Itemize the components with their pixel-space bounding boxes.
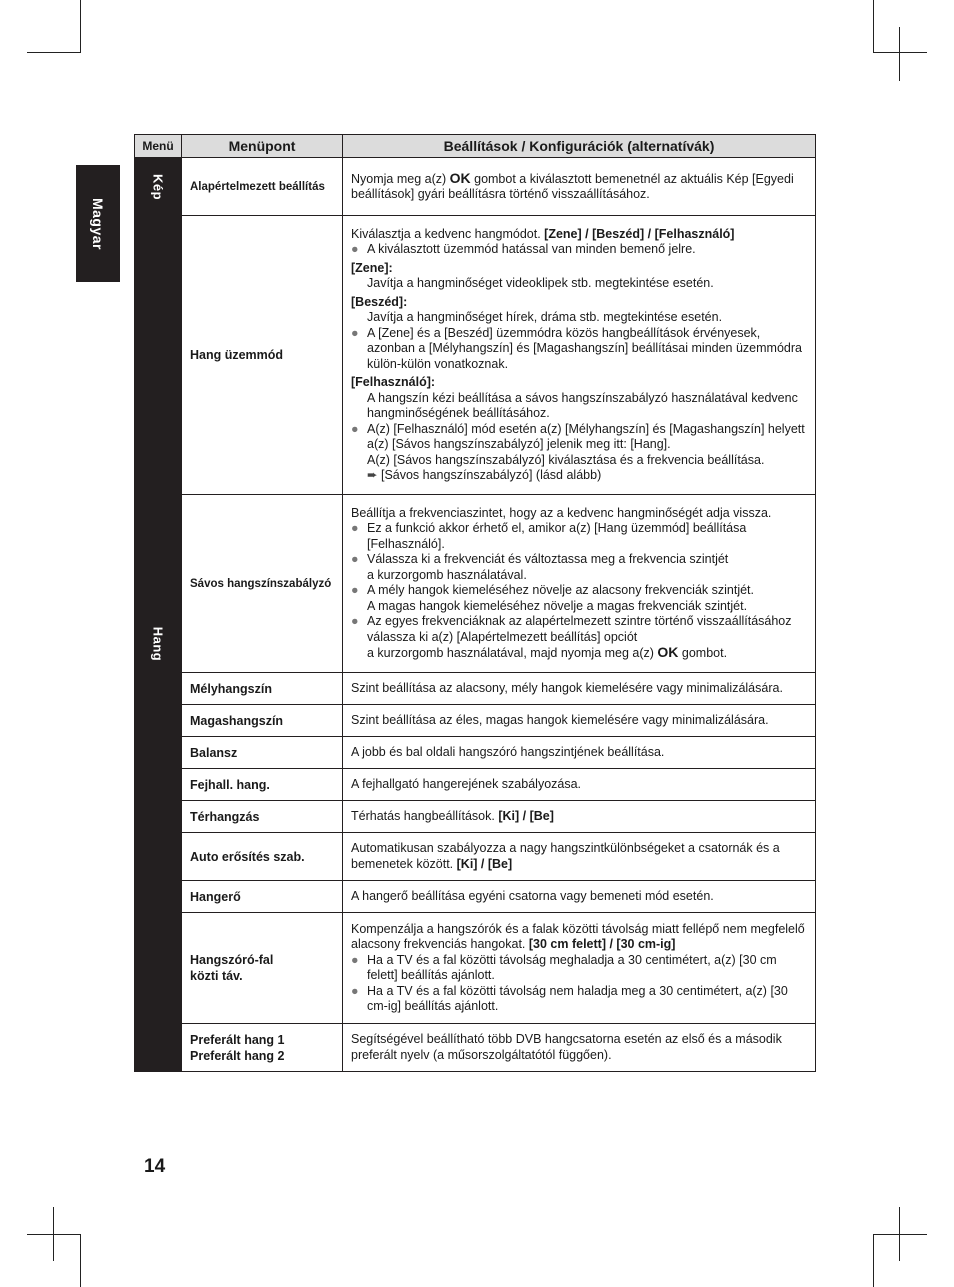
crop-mark [873,0,874,52]
bullet-icon: ● [351,552,359,566]
desc-savos: Beállítja a frekvenciaszintet, hogy az a kedvenc hangminőségét adja vissza. ● Ez a funkció akkor érhető el, amikor a(z) [Hang üzemmód] beállítása [Felhasználó]. ● Válassza ki a frekvenciát és változtassa meg a frekvencia szintjét a kurzorgomb használatával. ● A mély hangok kiemeléséhez növelje az alacsony frekvenciák szintjét. A magas hangok kiemeléséhez növelje a magas frekvenciák szintjét. ● Az egyes frekvenciáknak az alapértelmezett szintre történő visszaállításához válassza ki a(z) [Alapértelmezett beállítás] opciót a kurzorgomb használatával, majd nyomja meg a(z) OK gombot. [343,495,816,673]
item-hangero: Hangerő [182,881,343,913]
crop-mark [873,1234,874,1287]
item-magashangszin: Magashangszín [182,705,343,737]
menu-group-hang [135,216,182,1072]
item-alapertelmezett: Alapértelmezett beállítás [182,158,343,216]
table-row [135,913,816,1024]
language-label: Magyar [90,197,106,250]
bullet-icon: ● [351,242,359,256]
crop-mark [80,1234,81,1287]
bullet-icon: ● [351,952,359,967]
table-row [135,158,816,216]
crop-mark [80,0,81,52]
desc-melyhangszin: Szint beállítása az alacsony, mély hangok kiemelésére vagy minimalizálására. [343,673,816,705]
table-row [135,881,816,913]
table-row [135,769,816,801]
item-balansz: Balansz [182,737,343,769]
table-row [135,673,816,705]
desc-auto-erosites: Automatikusan szabályozza a nagy hangszintkülönbségeket a csatornák és a bemenetek között. [Ki] / [Be] [343,833,816,881]
desc-hangero: A hangerő beállítása egyéni csatorna vagy bemeneti mód esetén. [343,881,816,913]
crop-mark [27,52,81,53]
ok-button-glyph: OK [657,644,679,660]
menu-group-label: Kép [150,173,166,200]
crop-mark [27,1234,81,1235]
table-row [135,216,816,495]
ok-button-glyph: OK [449,169,471,186]
item-savos: Sávos hangszínszabályzó [182,495,343,673]
crop-mark [53,1207,54,1261]
desc-hangszoro-fal: Kompenzálja a hangszórók és a falak közötti távolság miatt fellépő nem megfelelő alacsony frekvenciás hangokat. [30 cm felett] / [30 cm-ig] ● Ha a TV és a fal közötti távolság meghaladja a 30 centimétert, a(z) [30 cm felett] beállítás ajánlott. ● Ha a TV és a fal közötti távolság nem haladja meg a 30 centimétert, a(z) [30 cm-ig] beállítás ajánlott. [343,913,816,1024]
menu-group-label: Hang [150,626,166,661]
header-menu: Menü [135,135,182,158]
desc-hang-uzemmod: Kiválasztja a kedvenc hangmódot. [Zene] / [Beszéd] / [Felhasználó] ● A kiválasztott üzemmód hatással van minden bemenő jelre. [Zene]: Javítja a hangminőséget videoklipek stb. megtekintése esetén. [Beszéd]: Javítja a hangminőséget hírek, dráma stb. megtekintése esetén. ● A [Zene] és a [Beszéd] üzemmódra közös hangbeállítások érvényesek, azonban a [Mélyhangszín] és [Magashangszín] beállításai minden üzemmódra külön-külön vonatkoznak. [Felhasználó]: A hangszín kézi beállítása a sávos hangszínszabályzó használatával kedvenc hangminőségének beállításához. ● A(z) [Felhasználó] mód esetén a(z) [Mélyhangszín] és [Magashangszín] helyett a(z) [Sávos hangszínszabályzó] jelenik meg itt: [Hang]. A(z) [Sávos hangszínszabályzó] kiválasztása és a frekvencia beállítása. ➨ [Sávos hangszínszabályzó] (lásd alább) [343,216,816,495]
desc-magashangszin: Szint beállítása az éles, magas hangok kiemelésére vagy minimalizálására. [343,705,816,737]
header-menupont: Menüpont [182,135,343,158]
item-hang-uzemmod: Hang üzemmód [182,216,343,495]
crop-mark [873,52,927,53]
crop-mark [873,1234,927,1235]
item-auto-erosites: Auto erősítés szab. [182,833,343,881]
bullet-icon: ● [351,325,359,340]
desc-preferalt-hang: Segítségével beállítható több DVB hangcsatorna esetén az első és a második preferált nyelv (a műsorszolgáltatótól függően). [343,1024,816,1072]
desc-balansz: A jobb és bal oldali hangszóró hangszintjének beállítása. [343,737,816,769]
table-header-row [135,135,816,158]
table-row [135,705,816,737]
item-terhangzas: Térhangzás [182,801,343,833]
table-row [135,737,816,769]
header-beallitasok: Beállítások / Konfigurációk (alternatívák) [343,135,816,158]
menu-group-kep [135,158,182,216]
item-hangszoro-fal: Hangszóró-fal közti táv. [182,913,343,1024]
settings-table [134,134,816,1072]
bullet-icon: ● [351,614,359,628]
item-preferalt-hang: Preferált hang 1 Preferált hang 2 [182,1024,343,1072]
bullet-icon: ● [351,521,359,535]
table-row [135,495,816,673]
page-number: 14 [144,1156,166,1177]
desc-fejhall: A fejhallgató hangerejének szabályozása. [343,769,816,801]
table-row [135,833,816,881]
bullet-icon: ● [351,983,359,998]
table-row [135,1024,816,1072]
bullet-icon: ● [351,421,359,436]
desc-alapertelmezett: Nyomja meg a(z) OK gombot a kiválasztott bemenetnél az aktuális Kép [Egyedi beállítások] gyári beállításra történő visszaállításához. [343,158,816,216]
crop-mark [899,27,900,81]
item-melyhangszin: Mélyhangszín [182,673,343,705]
crop-mark [899,1207,900,1261]
desc-terhangzas: Térhatás hangbeállítások. [Ki] / [Be] [343,801,816,833]
arrow-right-icon: ➨ [367,468,378,482]
bullet-icon: ● [351,583,359,597]
table-row [135,801,816,833]
language-side-tab [76,165,120,282]
item-fejhall: Fejhall. hang. [182,769,343,801]
